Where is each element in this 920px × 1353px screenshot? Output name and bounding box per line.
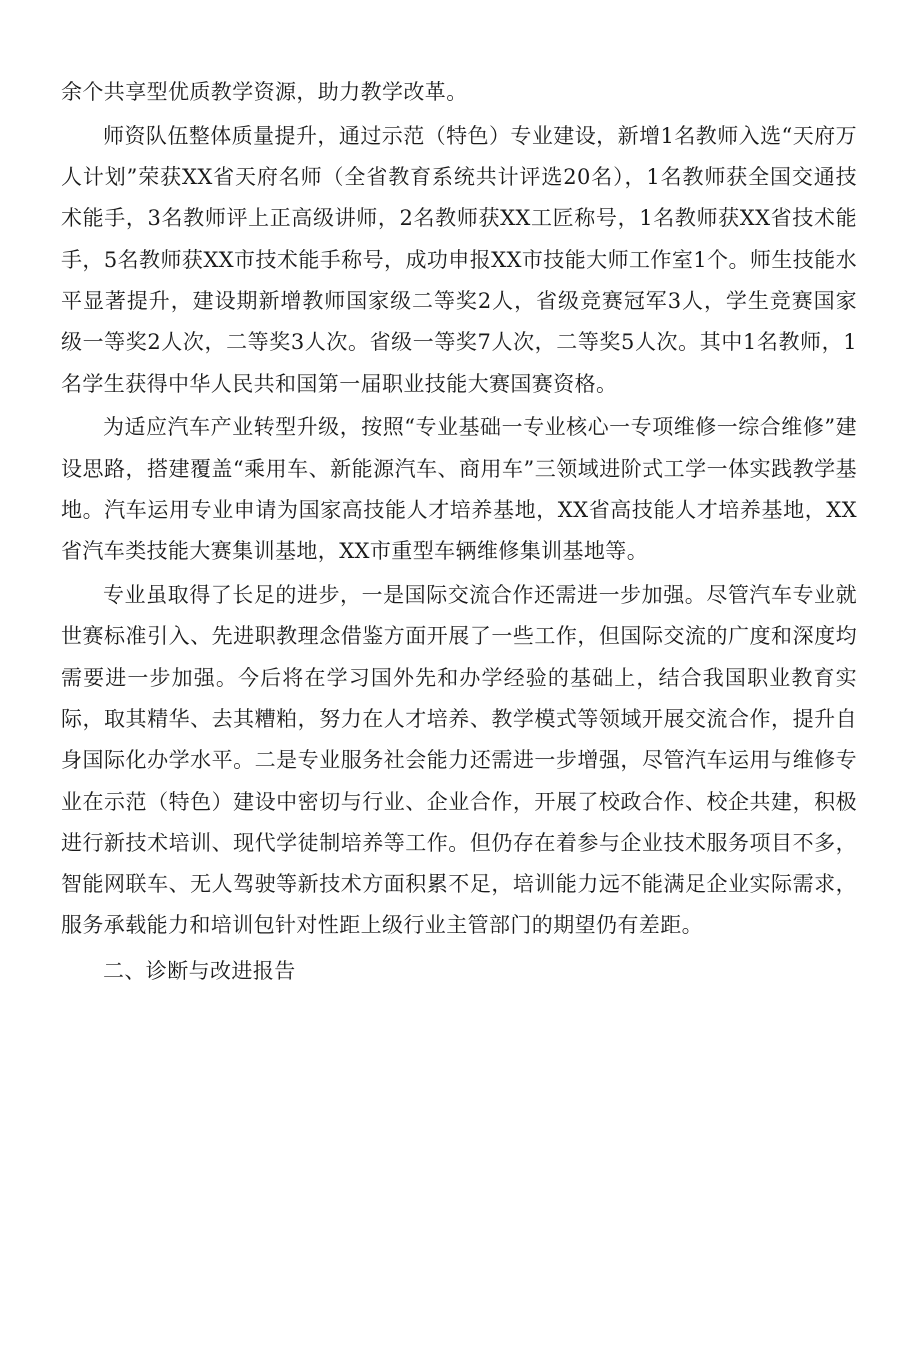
paragraph-training-base: 为适应汽车产业转型升级，按照“专业基础一专业核心一专项维修一综合维修”建设思路，搭建覆盖“乘用车、新能源汽车、商用车”三领域进阶式工学一体实践教学基地。汽车运用专业申请为国家高技能人才培养基地，XX省高技能人才培养基地，XX省汽车类技能大赛集训基地，XX市重型车辆维修集训基地等。 [61, 415, 857, 564]
paragraph-continuation: 余个共享型优质教学资源，助力教学改革。 [61, 80, 468, 104]
document-body [61, 72, 857, 992]
section-heading: 二、诊断与改进报告 [103, 958, 296, 983]
paragraph-faculty: 师资队伍整体质量提升，通过示范（特色）专业建设，新增1名教师入选“天府万人计划”荣获XX省天府名师（全省教育系统共计评选20名），1名教师获全国交通技术能手，3名教师评上正高级讲师，2名教师获XX工匠称号，1名教师获XX省技术能手，5名教师获XX市技术能手称号，成功申报XX市技能大师工作室1个。师生技能水平显著提升，建设期新增教师国家级二等奖2人，省级竞赛冠军3人，学生竞赛国家级一等奖2人次，二等奖3人次。省级一等奖7人次，二等奖5人次。其中1名教师，1名学生获得中华人民共和国第一届职业技能大赛国赛资格。 [61, 123, 857, 396]
paragraph-shortcomings: 专业虽取得了长足的进步，一是国际交流合作还需进一步加强。尽管汽车专业就世赛标准引入、先进职教理念借鉴方面开展了一些工作，但国际交流的广度和深度均需要进一步加强。今后将在学习国外先和办学经验的基础上，结合我国职业教育实际，取其精华、去其糟粕，努力在人才培养、教学模式等领域开展交流合作，提升自身国际化办学水平。二是专业服务社会能力还需进一步增强，尽管汽车运用与维修专业在示范（特色）建设中密切与行业、企业合作，开展了校政合作、校企共建，积极进行新技术培训、现代学徒制培养等工作。但仍存在着参与企业技术服务项目不多，智能网联车、无人驾驶等新技术方面积累不足，培训能力远不能满足企业实际需求，服务承载能力和培训包针对性距上级行业主管部门的期望仍有差距。 [61, 583, 857, 938]
